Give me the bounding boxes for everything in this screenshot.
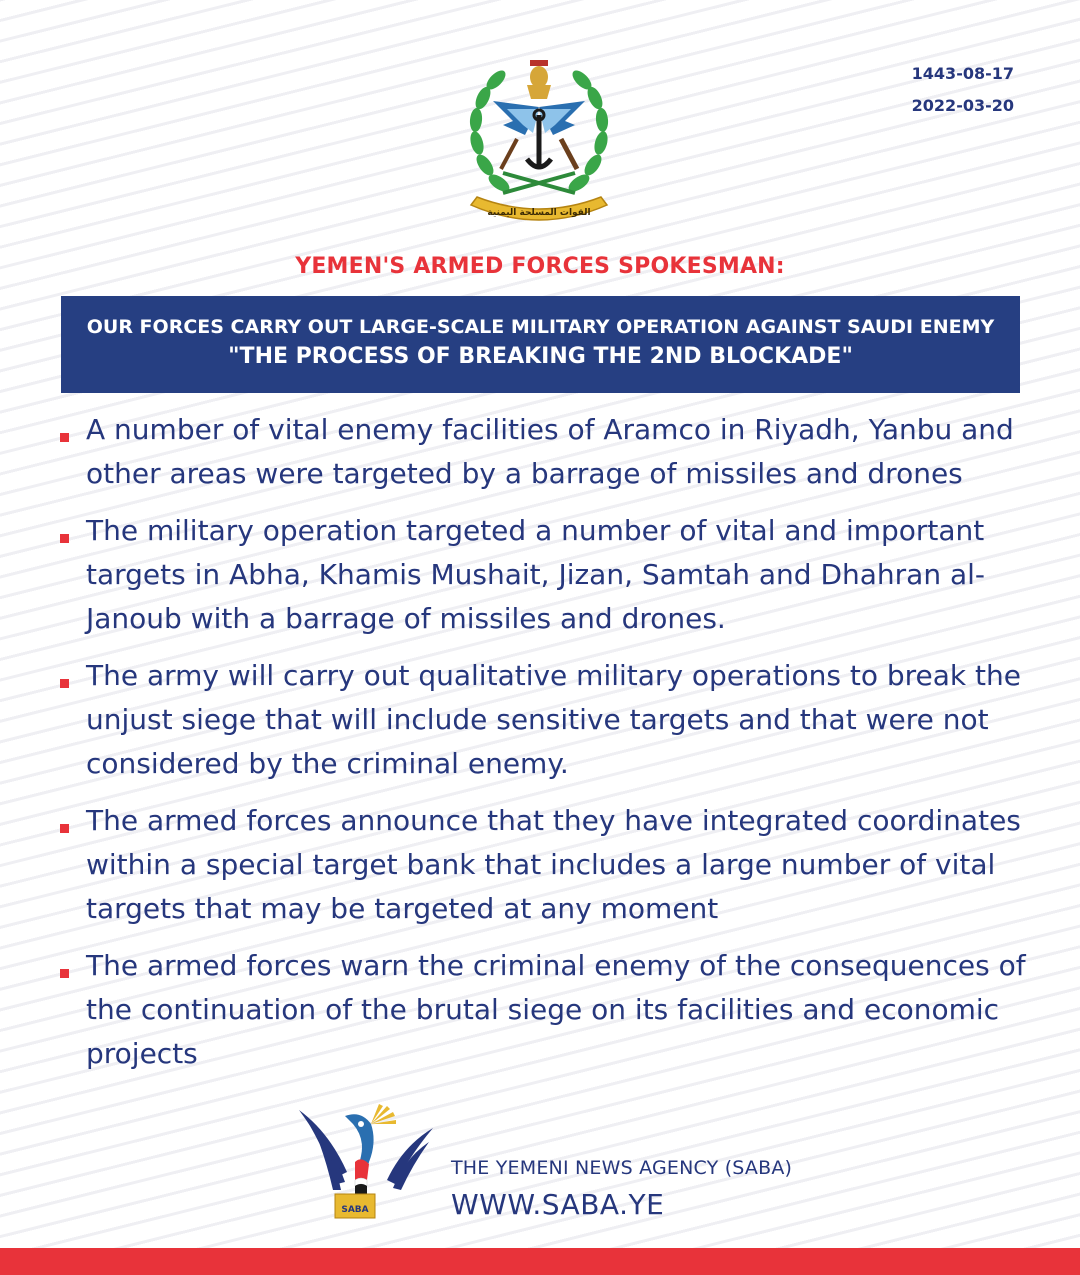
banner-line-2: "THE PROCESS OF BREAKING THE 2ND BLOCKADE" — [228, 344, 853, 369]
gregorian-date: 2022-03-20 — [911, 96, 1014, 115]
emblem-ribbon-text: القوات المسلحة اليمنية — [487, 208, 591, 218]
statement-item — [58, 509, 1038, 641]
bullet-square-icon — [60, 679, 69, 688]
statement-text: The military operation targeted a number of vital and important targets in Abha, Khamis Mushait, Jizan, Samtah and Dhahran al-Janoub with a barrage of missiles and drones. — [86, 514, 986, 635]
bullet-square-icon — [60, 824, 69, 833]
saba-logo-icon — [295, 1102, 437, 1224]
saba-logo-text: SABA — [341, 1205, 369, 1215]
footer-bar — [0, 1248, 1080, 1275]
bullet-square-icon — [60, 433, 69, 442]
page-headline: YEMEN'S ARMED FORCES SPOKESMAN: — [295, 254, 785, 279]
statement-text: The armed forces announce that they have integrated coordinates within a special target bank that includes a large number of vital targets that may be targeted at any moment — [86, 804, 1021, 925]
statement-text: The armed forces warn the criminal enemy of the consequences of the continuation of the brutal siege on its facilities and economic projects — [86, 949, 1026, 1070]
statement-text: A number of vital enemy facilities of Aramco in Riyadh, Yanbu and other areas were targeted by a barrage of missiles and drones — [86, 413, 1014, 490]
dates-block — [912, 58, 1014, 122]
statement-text: The army will carry out qualitative military operations to break the unjust siege that will include sensitive targets and that were not considered by the criminal enemy. — [86, 659, 1021, 780]
banner-line-1: OUR FORCES CARRY OUT LARGE-SCALE MILITARY OPERATION AGAINST SAUDI ENEMY — [86, 316, 995, 338]
hijri-date: 1443-08-17 — [911, 64, 1014, 83]
bullet-square-icon — [60, 534, 69, 543]
statement-item — [58, 654, 1038, 786]
bullet-square-icon — [60, 969, 69, 978]
statement-list — [58, 408, 1038, 1089]
yemen-armed-forces-emblem-icon — [463, 55, 615, 227]
statement-item — [58, 944, 1038, 1076]
statement-item — [58, 799, 1038, 931]
agency-name: THE YEMENI NEWS AGENCY (SABA) — [451, 1157, 793, 1179]
title-banner — [61, 296, 1020, 393]
statement-item — [58, 408, 1038, 496]
website-link[interactable]: WWW.SABA.YE — [451, 1188, 665, 1221]
